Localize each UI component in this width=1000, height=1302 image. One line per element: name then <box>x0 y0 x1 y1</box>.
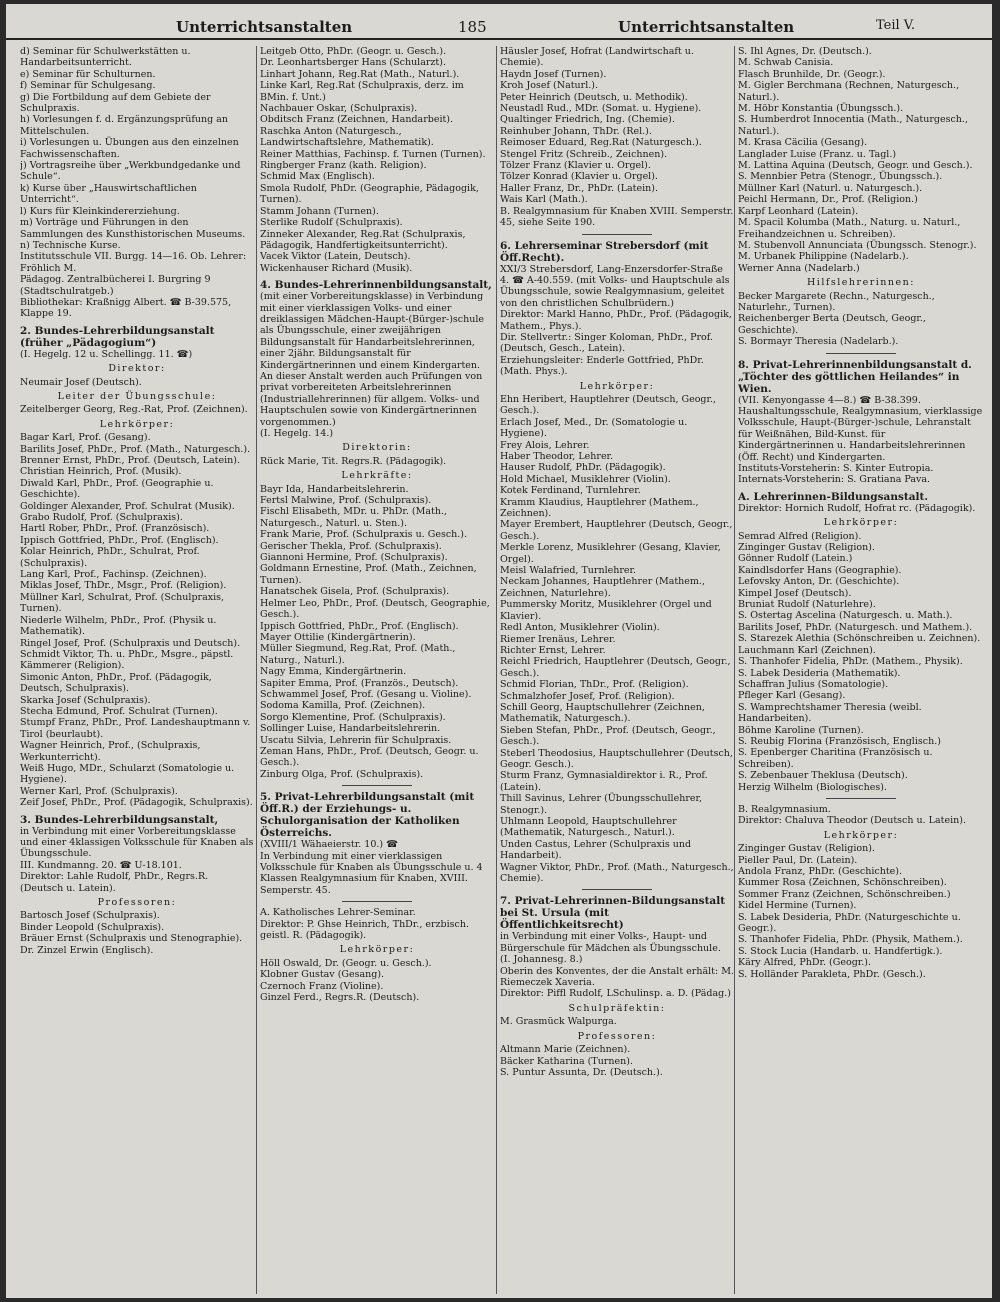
text-line: Wais Karl (Math.). <box>500 194 588 206</box>
subheading: Leiter der Übungsschule: <box>57 390 217 402</box>
text-line: Leitgeb Otto, PhDr. (Geogr. u. Gesch.). <box>260 46 447 57</box>
text-line: Neumair Josef (Deutsch). <box>20 376 142 388</box>
text-line: Direktor: Markl Hanno, PhDr., Prof. (Pädagogik, Mathem., Phys.). <box>500 309 732 332</box>
text-line: (I. Hegelg. 12 u. Schellingg. 11. ☎) <box>20 348 193 360</box>
text-line: Flasch Brunhilde, Dr. (Geogr.). <box>738 68 886 80</box>
text-line: Redl Anton, Musiklehrer (Violin). <box>500 622 660 634</box>
text-line: Christian Heinrich, Prof. (Musik). <box>20 466 182 478</box>
subheading: Lehrkörper: <box>579 380 655 392</box>
text-line: Bräuer Ernst (Schulpraxis und Stenographie). <box>20 933 243 945</box>
text-line: Neustadl Rud., MDr. (Somat. u. Hygiene). <box>500 103 702 115</box>
text-line: Frank Marie, Prof. (Schulpraxis u. Gesch.). <box>260 529 468 541</box>
text-line: Reimoser Eduard, Reg.Rat (Naturgesch.). <box>500 137 702 149</box>
text-line: Steberl Theodosius, Hauptschullehrer (Deutsch, Geogr. Gesch.). <box>500 747 733 770</box>
section-heading: A. Lehrerinnen-Bildungsanstalt. <box>738 490 929 503</box>
text-line: Pummersky Moritz, Musiklehrer (Orgel und Klavier). <box>500 599 712 622</box>
text-line: Zinburg Olga, Prof. (Schulpraxis). <box>260 768 424 780</box>
text-line: Schill Georg, Hauptschullehrer (Zeichnen, Mathematik, Naturgesch.). <box>500 701 705 725</box>
text-line: Unden Castus, Lehrer (Schulpraxis und Handarbeit). <box>500 838 692 862</box>
text-line: Pieller Paul, Dr. (Latein). <box>738 854 858 866</box>
text-line: Gönner Rudolf (Latein.) <box>738 553 853 565</box>
text-line: A. Katholisches Lehrer-Seminar. <box>260 907 416 919</box>
text-line: Haydn Josef (Turnen). <box>500 68 607 80</box>
text-line: S. Mennbier Petra (Stenogr., Übungssch.). <box>738 171 943 183</box>
text-line: Mayer Erembert, Hauptlehrer (Deutsch, Geogr., Gesch.). <box>500 519 733 542</box>
column-4 <box>738 46 984 1294</box>
section-heading: 4. Bundes-Lehrerinnenbildungsanstalt, <box>260 279 492 292</box>
text-line: Reichenberger Berta (Deutsch, Geogr., Geschichte). <box>738 313 926 336</box>
text-line: Dr. Leonhartsberger Hans (Schularzt). <box>260 57 446 69</box>
text-line: Andola Franz, PhDr. (Geschichte). <box>738 866 903 877</box>
text-line: Zinneker Alexander, Reg.Rat (Schulpraxis, Pädagogik, Handfertigkeitsunterricht). <box>260 228 466 251</box>
text-line: Sapiter Emma, Prof. (Französ., Deutsch). <box>260 677 459 689</box>
text-line: Schmid Max (Englisch). <box>260 171 375 183</box>
text-line: Direktor: Lahle Rudolf, PhDr., Regrs.R. (Deutsch u. Latein). <box>20 871 209 894</box>
text-line: Zinginger Gustav (Religion). <box>738 843 875 855</box>
text-line: (XVIII/1 Wähaeierstr. 10.) ☎ <box>260 839 398 851</box>
text-line: Sieben Stefan, PhDr., Prof. (Deutsch, Geogr., Gesch.). <box>500 724 716 748</box>
text-line: Hanatschek Gisela, Prof. (Schulpraxis). <box>260 586 450 598</box>
text-line: Müllner Karl (Naturl. u. Naturgesch.). <box>738 182 923 194</box>
text-line: S. Holländer Parakleta, PhDr. (Gesch.). <box>738 968 926 980</box>
text-line: Fertsl Malwine, Prof. (Schulpraxis). <box>260 495 432 507</box>
text-line: Uscatu Silvia, Lehrerin für Schulpraxis. <box>260 734 452 746</box>
text-line: Pfleger Karl (Gesang). <box>738 690 846 702</box>
text-line: Thill Savinus, Lehrer (Übungsschullehrer, Stenogr.). <box>500 793 703 816</box>
page-header <box>6 14 992 40</box>
part-label: Teil V. <box>876 18 916 33</box>
text-line: i) Vorlesungen u. Übungen aus den einzelnen Fachwissenschaften. <box>20 137 239 160</box>
text-line: Stumpf Franz, PhDr., Prof. Landeshauptmann v. Tirol (beurlaubt). <box>20 717 251 740</box>
text-line: Klobner Gustav (Gesang). <box>260 969 385 981</box>
text-line: k) Kurse über „Hauswirtschaftlichen Unterricht“. <box>20 182 197 206</box>
text-line: (VII. Kenyongasse 4—8.) ☎ B-38.399. <box>738 394 921 406</box>
text-line: Uhlmann Leopold, Hauptschullehrer (Mathematik, Naturgesch., Naturl.). <box>500 816 677 839</box>
text-line: Zeif Josef, PhDr., Prof. (Pädagogik, Schulpraxis). <box>20 797 253 809</box>
section-divider <box>342 785 412 786</box>
text-line: Kolar Heinrich, PhDr., Schulrat, Prof. (Schulpraxis). <box>20 546 200 569</box>
text-line: (I. Hegelg. 14.) <box>260 428 334 439</box>
text-line: Karpf Leonhard (Latein). <box>738 205 859 217</box>
text-line: Häusler Josef, Hofrat (Landwirtschaft u. Chemie). <box>500 46 694 69</box>
text-line: Linke Karl, Reg.Rat (Schulpraxis, derz. im BMin. f. Unt.) <box>260 80 464 103</box>
text-line: S. Bormayr Theresia (Nadelarb.). <box>738 336 899 348</box>
text-line: Wagner Viktor, PhDr., Prof. (Math., Naturgesch., Chemie). <box>500 861 734 885</box>
text-line: g) Die Fortbildung auf dem Gebiete der Schulpraxis. <box>20 91 211 115</box>
text-line: Smola Rudolf, PhDr. (Geographie, Pädagogik, Turnen). <box>260 182 479 206</box>
text-line: Tölzer Franz (Klavier u. Orgel). <box>500 160 651 172</box>
column-rule <box>256 46 257 1294</box>
text-line: Direktor: Chaluva Theodor (Deutsch u. Latein). <box>738 815 966 827</box>
text-line: Niederle Wilhelm, PhDr., Prof. (Physik u. Mathematik). <box>20 614 217 638</box>
text-line: Langlader Luise (Franz. u. Tagl.) <box>738 148 897 160</box>
text-line: Sturm Franz, Gymnasialdirektor i. R., Prof. (Latein). <box>500 770 708 793</box>
text-line: Sommer Franz (Zeichnen, Schönschreiben.) <box>738 888 951 900</box>
text-line: Helmer Leo, PhDr., Prof. (Deutsch, Geographie, Gesch.). <box>260 597 490 621</box>
column-rule <box>734 46 735 1294</box>
subheading: Professoren: <box>97 897 177 909</box>
text-line: Merkle Lorenz, Musiklehrer (Gesang, Klavier, Orgel). <box>500 542 721 565</box>
text-line: Bagar Karl, Prof. (Gesang). <box>20 432 151 444</box>
text-line: S. Wamprechtshamer Theresia (weibl. Handarbeiten). <box>738 701 922 725</box>
text-line: Fischl Elisabeth, MDr. u. PhDr. (Math., Naturgesch., Naturl. u. Sten.). <box>260 506 448 529</box>
text-line: M. Urbanek Philippine (Nadelarb.). <box>738 251 909 263</box>
text-line: Erziehungsleiter: Enderle Gottfried, PhDr. (Math. Phys.). <box>500 354 704 378</box>
text-line: Richter Ernst, Lehrer. <box>500 644 606 656</box>
section-heading: 5. Privat-Lehrerbildungsanstalt (mit Öff.R.) der Erziehungs- u. Schulorganisation der Katholiken Österreichs. <box>260 791 475 840</box>
text-line: Altmann Marie (Zeichnen). <box>500 1044 631 1056</box>
text-line: M. Spacil Kolumba (Math., Naturg. u. Naturl., Freihandzeichnen u. Schreiben). <box>738 217 961 240</box>
subheading: Lehrkörper: <box>339 944 415 956</box>
text-line: Wickenhauser Richard (Musik). <box>260 262 413 274</box>
text-line: Schmid Florian, ThDr., Prof. (Religion). <box>500 679 689 691</box>
text-line: Bibliothekar: Kraßnigg Albert. ☎ B-39.575, Klappe 19. <box>20 296 232 320</box>
text-line: Lefovsky Anton, Dr. (Geschichte). <box>738 576 900 588</box>
text-line: M. Schwab Canisia. <box>738 57 834 69</box>
text-line: Semrad Alfred (Religion). <box>738 530 862 542</box>
text-line: m) Vorträge und Führungen in den Sammlungen des Kunsthistorischen Museums. <box>20 217 246 240</box>
text-line: S. Humberdrot Innocentia (Math., Naturgesch., Naturl.). <box>738 114 968 137</box>
text-line: Sollinger Luise, Handarbeitslehrerin. <box>260 723 441 735</box>
text-line: Dr. Zinzel Erwin (Englisch). <box>20 944 154 956</box>
text-line: Vacek Viktor (Latein, Deutsch). <box>260 251 411 263</box>
text-line: Ehn Heribert, Hauptlehrer (Deutsch, Geogr., Gesch.). <box>500 393 717 417</box>
text-line: S. Thanhofer Fidelia, PhDr. (Mathem., Physik). <box>738 656 963 668</box>
text-line: Ippisch Gottfried, PhDr., Prof. (Englisch). <box>20 534 219 546</box>
text-line: Sorgo Klementine, Prof. (Schulpraxis). <box>260 711 446 723</box>
text-line: Mayer Ottilie (Kindergärtnerin). <box>260 631 416 643</box>
text-line: Zeitelberger Georg, Reg.-Rat, Prof. (Zeichnen). <box>20 404 248 416</box>
text-line: Qualtinger Friedrich, Ing. (Chemie). <box>500 114 675 126</box>
text-line: Hauser Rudolf, PhDr. (Pädagogik). <box>500 462 666 474</box>
text-line: Kummer Rosa (Zeichnen, Schönschreiben). <box>738 877 947 889</box>
text-line: Czernoch Franz (Violine). <box>260 980 384 992</box>
text-line: Direktor: Piffl Rudolf, LSchulinsp. a. D. (Pädag.) <box>500 988 731 1000</box>
text-line: B. Realgymnasium für Knaben XVIII. Semperstr. 45, siehe Seite 190. <box>500 205 734 229</box>
text-line: Lang Karl, Prof., Fachinsp. (Zeichnen). <box>20 569 207 581</box>
text-line: Neckam Johannes, Hauptlehrer (Mathem., Zeichnen, Naturlehre). <box>500 576 705 599</box>
column-2 <box>260 46 494 1294</box>
text-line: B. Realgymnasium. <box>738 803 831 815</box>
section-heading: 3. Bundes-Lehrerbildungsanstalt, <box>20 813 219 826</box>
section-divider <box>582 234 652 235</box>
text-line: Giannoni Hermine, Prof. (Schulpraxis). <box>260 552 448 564</box>
text-line: Raschka Anton (Naturgesch., Landwirtschaftslehre, Mathematik). <box>260 125 434 149</box>
text-line: Kroh Josef (Naturl.). <box>500 80 599 92</box>
subheading: Schulpräfektin: <box>568 1002 666 1014</box>
text-line: Ginzel Ferd., Regrs.R. (Deutsch). <box>260 992 420 1004</box>
text-line: S. Ostertag Ascelina (Naturgesch. u. Math.). <box>738 610 953 622</box>
text-line: M. Gigler Berchmana (Rechnen, Naturgesch., Naturl.). <box>738 80 960 103</box>
text-line: S. Puntur Assunta, Dr. (Deutsch.). <box>500 1066 663 1078</box>
text-line: Obditsch Franz (Zeichnen, Handarbeit). <box>260 114 454 126</box>
text-line: Zinginger Gustav (Religion). <box>738 542 875 554</box>
text-line: Institutsschule VII. Burgg. 14—16. Ob. Lehrer: Fröhlich M. <box>20 251 247 274</box>
text-line: S. Zebenbauer Theklusa (Deutsch). <box>738 770 908 782</box>
text-line: In Verbindung mit einer vierklassigen Volksschule für Knaben als Übungsschule u. 4 Klassen Realgymnasium für Knaben, XVIII. Semperstr. 45. <box>260 850 483 896</box>
section-divider <box>826 798 896 799</box>
text-line: S. Labek Desideria, PhDr. (Naturgeschichte u. Geogr.). <box>738 911 961 935</box>
text-line: Ringel Josef, Prof. (Schulpraxis und Deutsch). <box>20 637 241 649</box>
text-line: Gerischer Thekla, Prof. (Schulpraxis). <box>260 540 442 552</box>
text-line: Peter Heinrich (Deutsch, u. Methodik). <box>500 91 688 103</box>
text-line: in Verbindung mit einer Vorbereitungsklasse und einer 4klassigen Volksschule für Knaben als Übungsschule. <box>20 825 254 860</box>
text-line: Reichl Friedrich, Hauptlehrer (Deutsch, Geogr., Gesch.). <box>500 656 731 679</box>
text-line: h) Vorlesungen f. d. Ergänzungsprüfung an Mittelschulen. <box>20 114 228 137</box>
page-number: 185 <box>458 18 487 36</box>
text-line: Brenner Ernst, PhDr., Prof. (Deutsch, Latein). <box>20 455 240 466</box>
text-line: Barilits Josef, PhDr., Prof. (Math., Naturgesch.). <box>20 443 251 455</box>
text-line: Kotek Ferdinand, Turnlehrer. <box>500 485 641 497</box>
text-line: III. Kundmanng. 20. ☎ U-18.101. <box>20 859 182 871</box>
text-line: S. Starezek Alethia (Schönschreiben u. Zeichnen). <box>738 633 981 645</box>
text-line: Müller Siegmund, Reg.Rat, Prof. (Math., Naturg., Naturl.). <box>260 643 456 666</box>
text-line: Sterlike Rudolf (Schulpraxis). <box>260 217 403 229</box>
text-line: Rück Marie, Tit. Regrs.R. (Pädagogik). <box>260 455 447 467</box>
text-line: Höll Oswald, Dr. (Geogr. u. Gesch.). <box>260 957 432 969</box>
text-line: S. Thanhofer Fidelia, PhDr. (Physik, Mathem.). <box>738 934 963 946</box>
subheading: Lehrkörper: <box>823 829 899 841</box>
text-line: Nachbauer Oskar, (Schulpraxis). <box>260 103 418 115</box>
text-line: Dir. Stellvertr.: Singer Koloman, PhDr., Prof. (Deutsch, Gesch., Latein). <box>500 331 713 355</box>
text-line: Skarka Josef (Schulpraxis). <box>20 694 151 706</box>
section-heading: 2. Bundes-Lehrerbildungsanstalt (früher „Pädagogium“) <box>20 324 215 349</box>
text-line: l) Kurs für Kleinkindererziehung. <box>20 205 180 217</box>
text-line: Haller Franz, Dr., PhDr. (Latein). <box>500 182 659 194</box>
column-1 <box>20 46 254 1294</box>
text-line: Kaindlsdorfer Hans (Geographie). <box>738 564 902 576</box>
text-line: Kramm Klaudius, Hauptlehrer (Mathem., Zeichnen). <box>500 496 699 520</box>
text-line: j) Vortragsreihe über „Werkbundgedanke und Schule“. <box>20 160 241 183</box>
text-line: M. Grasmück Walpurga. <box>500 1016 617 1028</box>
text-line: Goldinger Alexander, Prof. Schulrat (Musik). <box>20 500 235 512</box>
text-line: Riemer Irenäus, Lehrer. <box>500 633 616 645</box>
text-line: Becker Margarete (Rechn., Naturgesch., Naturlehr., Turnen). <box>738 290 935 313</box>
text-line: in Verbindung mit einer Volks-, Haupt- und Bürgerschule für Mädchen als Übungsschule. <box>500 931 721 954</box>
text-line: Reiner Matthias, Fachinsp. f. Turnen (Turnen). <box>260 148 486 160</box>
text-line: n) Technische Kurse. <box>20 239 121 251</box>
text-line: Stecha Edmund, Prof. Schulrat (Turnen). <box>20 705 218 717</box>
text-line: M. Stubenvoll Annunciata (Übungssch. Stenogr.). <box>738 239 977 251</box>
text-line: Oberin des Konventes, der die Anstalt erhält: M. Riemeczek Xaveria. <box>500 965 734 989</box>
text-line: Ippisch Gottfried, PhDr., Prof. (Englisch). <box>260 620 459 632</box>
subheading: Direktor: <box>108 363 166 375</box>
text-line: Herzig Wilhelm (Biologisches). <box>738 781 887 793</box>
text-line: Käry Alfred, PhDr. (Geogr.). <box>738 957 872 969</box>
section-divider <box>342 901 412 902</box>
text-line: Zeman Hans, PhDr., Prof. (Deutsch, Geogr. u. Gesch.). <box>260 745 479 769</box>
scanned-page <box>6 4 992 1298</box>
text-line: Haber Theodor, Lehrer. <box>500 451 614 462</box>
text-line: f) Seminar für Schulgesang. <box>20 80 156 92</box>
text-line: S. Reubig Florina (Französisch, Englisch.) <box>738 735 941 747</box>
text-line: S. Stock Lucia (Handarb. u. Handfertigk.). <box>738 945 943 957</box>
text-line: XXI/3 Strebersdorf, Lang-Enzersdorfer-Straße 4. ☎ A-40.559. (mit Volks- und Hauptschule als Übungsschule, sowie Realgymnasium, geleitet von den christlichen Schulbrüdern.) <box>500 263 730 309</box>
text-line: Linhart Johann, Reg.Rat (Math., Naturl.). <box>260 68 460 80</box>
text-line: Schmidt Viktor, Th. u. PhDr., Msgre., päpstl. Kämmerer (Religion). <box>20 648 234 672</box>
text-line: Hartl Rober, PhDr., Prof. (Französisch). <box>20 523 210 535</box>
text-line: Diwald Karl, PhDr., Prof. (Geographie u. Geschichte). <box>20 477 214 501</box>
text-line: S. Epenberger Charitina (Französisch u. Schreiben). <box>738 747 933 770</box>
section-divider <box>582 889 652 890</box>
text-line: Böhme Karoline (Turnen). <box>738 724 864 736</box>
text-line: Schwammel Josef, Prof. (Gesang u. Violine). <box>260 688 472 700</box>
text-line: S. Ihl Agnes, Dr. (Deutsch.). <box>738 46 872 57</box>
section-heading: 8. Privat-Lehrerinnenbildungsanstalt d. „Töchter des göttlichen Heilandes“ in Wien. <box>738 358 972 395</box>
text-line: e) Seminar für Schulturnen. <box>20 68 156 80</box>
text-line: Frey Alois, Lehrer. <box>500 439 590 451</box>
text-line: (I. Johannesg. 8.) <box>500 954 583 966</box>
text-columns <box>20 46 984 1294</box>
text-line: M. Lattina Aquina (Deutsch, Geogr. und Gesch.). <box>738 160 973 172</box>
text-line: Peichl Hermann, Dr., Prof. (Religion.) <box>738 194 918 206</box>
text-line: Werner Karl, Prof. (Schulpraxis). <box>20 785 178 797</box>
text-line: Kidel Hermine (Turnen). <box>738 900 857 912</box>
text-line: Direktor: P. Ghse Heinrich, ThDr., erzbisch. geistl. R. (Pädagogik). <box>260 918 469 942</box>
text-line: Schmalzhofer Josef, Prof. (Religion). <box>500 690 675 702</box>
text-line: Hold Michael, Musiklehrer (Violin). <box>500 473 671 485</box>
text-line: Müllner Karl, Schulrat, Prof. (Schulpraxis, Turnen). <box>20 591 225 615</box>
text-line: Binder Leopold (Schulpraxis). <box>20 921 165 933</box>
text-line: Internats-Vorsteherin: S. Gratiana Pava. <box>738 474 931 486</box>
text-line: S. Labek Desideria (Mathematik). <box>738 667 901 679</box>
section-heading: 6. Lehrerseminar Strebersdorf (mit Öff.Recht). <box>500 239 709 264</box>
text-line: M. Krasa Cäcilia (Gesang). <box>738 137 868 149</box>
subheading: Professoren: <box>577 1030 657 1042</box>
column-3 <box>500 46 734 1294</box>
text-line: Meisl Walafried, Turnlehrer. <box>500 565 637 577</box>
text-line: d) Seminar für Schulwerkstätten u. Handarbeitsunterricht. <box>20 46 191 69</box>
text-line: Grabo Rudolf, Prof. (Schulpraxis). <box>20 512 183 524</box>
text-line: Haushaltungsschule, Realgymnasium, vierklassige Volksschule, Haupt-(Bürger-)schule, Lehranstalt für Weißnähen, Bild-Kunst. für Kindergärtnerinnen u. Handarbeitslehrerinnen (Öff. Recht) und Kindergarten. <box>738 405 983 463</box>
text-line: Instituts-Vorsteherin: S. Kinter Eutropia. <box>738 463 934 474</box>
subheading: Hilfslehrerinnen: <box>807 277 915 289</box>
text-line: Bruniat Rudolf (Naturlehre). <box>738 599 876 611</box>
text-line: Lauchmann Karl (Zeichnen). <box>738 644 876 656</box>
text-line: Werner Anna (Nadelarb.) <box>738 262 860 274</box>
text-line: Tölzer Konrad (Klavier u. Orgel). <box>500 171 658 183</box>
text-line: Weiß Hugo, MDr., Schularzt (Somatologie u. Hygiene). <box>20 762 235 786</box>
text-line: Miklas Josef, ThDr., Msgr., Prof. (Religion). <box>20 580 227 592</box>
text-line: Simonic Anton, PhDr., Prof. (Pädagogik, Deutsch, Schulpraxis). <box>20 671 212 695</box>
subheading: Lehrkörper: <box>823 517 899 529</box>
text-line: Sodoma Kamilla, Prof. (Zeichnen). <box>260 700 426 712</box>
text-line: Barilits Josef, PhDr. (Naturgesch. und Mathem.). <box>738 621 973 633</box>
section-heading: 7. Privat-Lehrerinnen-Bildungsanstalt bei St. Ursula (mit Öffentlichkeitsrecht) <box>500 895 726 932</box>
text-line: Goldmann Ernestine, Prof. (Math., Zeichnen, Turnen). <box>260 563 477 586</box>
text-line: Bayr Ida, Handarbeitslehrerin. <box>260 483 409 495</box>
text-line: Schaffran Julius (Somatologie). <box>738 678 889 690</box>
text-line: Wagner Heinrich, Prof., (Schulpraxis, Werkunterricht). <box>20 740 201 763</box>
subheading: Lehrkräfte: <box>341 470 413 482</box>
subheading: Lehrkörper: <box>99 418 175 430</box>
text-line: Nagy Emma, Kindergärtnerin. <box>260 666 407 678</box>
subheading: Direktorin: <box>342 442 412 454</box>
running-head-left: Unterrichtsanstalten <box>176 18 353 36</box>
text-line: Bäcker Katharina (Turnen). <box>500 1055 633 1067</box>
text-line: Reinhuber Johann, ThDr. (Rel.). <box>500 125 652 137</box>
text-line: Kimpel Josef (Deutsch). <box>738 587 852 599</box>
text-line: Direktor: Hornich Rudolf, Hofrat rc. (Pädagogik). <box>738 502 976 514</box>
text-line: Pädagog. Zentralbücherei I. Burgring 9 (Stadtschulratgeb.) <box>20 274 211 297</box>
text-line: Erlach Josef, Med., Dr. (Somatologie u. Hygiene). <box>500 416 688 440</box>
text-line: (mit einer Vorbereitungsklasse) in Verbindung mit einer vierklassigen Volks- und einer dreiklassigen Mädchen-Haupt-(Bürger-)schule als Übungsschule, einer zweijährigen Bildungsanstalt für Handarbeitslehrerinnen, einer 2jähr. Bildungsanstalt für Kindergärtnerinnen und einem Kindergarten. An dieser Anstalt werden auch Prüfungen von privat vorbereiteten Arbeitslehrerinnen (Industriallehrerinnen) für allgem. Volks- und Hauptschulen sowie von Kindergärtnerinnen vorgenommen.) <box>260 291 485 428</box>
text-line: Ringberger Franz (kath. Religion). <box>260 160 427 172</box>
running-head-right: Unterrichtsanstalten <box>618 18 795 36</box>
text-line: Stengel Fritz (Schreib., Zeichnen). <box>500 148 668 160</box>
section-divider <box>826 353 896 354</box>
text-line: Stamm Johann (Turnen). <box>260 205 379 217</box>
text-line: M. Höbr Konstantia (Übungssch.). <box>738 103 904 115</box>
text-line: Bartosch Josef (Schulpraxis). <box>20 910 160 922</box>
column-rule <box>496 46 497 1294</box>
